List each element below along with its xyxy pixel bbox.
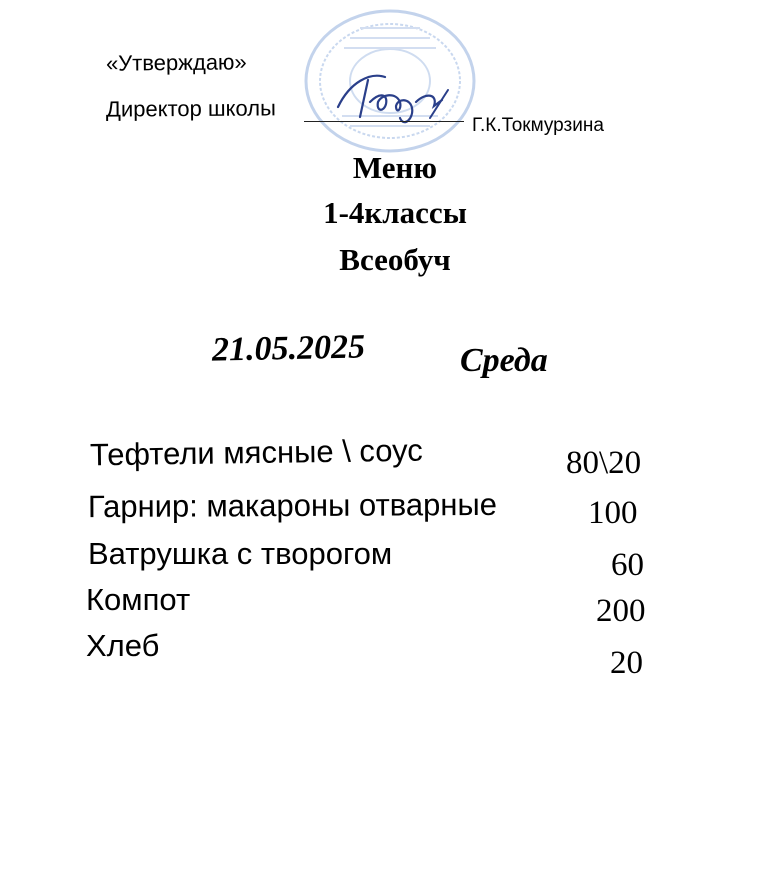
menu-item-name: Тефтели мясные \ соус bbox=[89, 432, 424, 473]
grades-title: 1-4классы bbox=[323, 195, 467, 230]
menu-item-amount: 20 bbox=[610, 645, 643, 681]
program-title: Всеобуч bbox=[339, 242, 451, 277]
director-name: Г.К.Токмурзина bbox=[472, 115, 604, 136]
director-position: Директор школы bbox=[105, 95, 276, 122]
menu-item-amount: 60 bbox=[611, 547, 644, 583]
approval-title: «Утверждаю» bbox=[105, 49, 247, 76]
menu-item-name: Ватрушка с творогом bbox=[88, 536, 393, 571]
menu-item-amount: 200 bbox=[596, 593, 646, 629]
menu-item-amount: 80\20 bbox=[566, 445, 642, 481]
menu-item-amount: 100 bbox=[588, 495, 638, 531]
menu-title: Меню bbox=[352, 150, 438, 185]
menu-item-name: Хлеб bbox=[86, 628, 160, 663]
menu-date: 21.05.2025 bbox=[211, 328, 366, 369]
signature-line bbox=[304, 121, 464, 122]
menu-item-name: Компот bbox=[86, 582, 191, 617]
menu-item-name: Гарнир: макароны отварные bbox=[87, 486, 498, 525]
menu-weekday: Среда bbox=[460, 342, 548, 379]
